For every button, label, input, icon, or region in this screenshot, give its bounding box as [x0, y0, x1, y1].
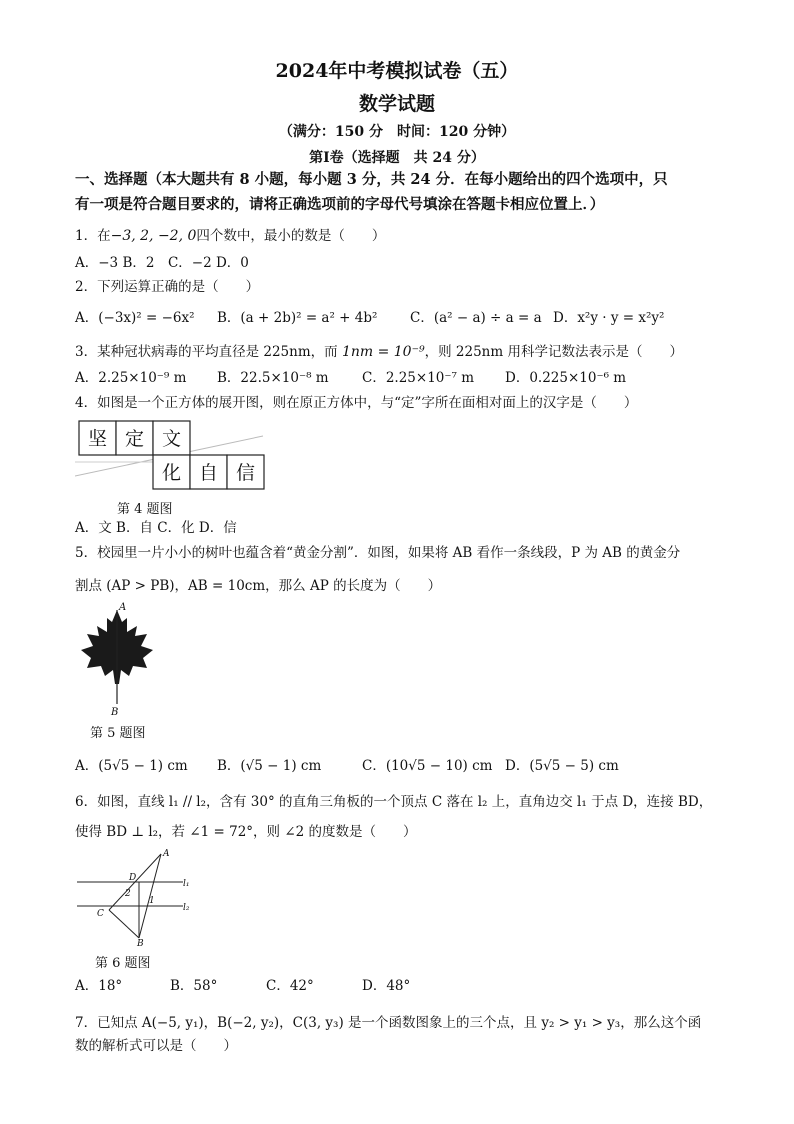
- net-cell-jian: 坚: [87, 428, 108, 450]
- volume-title: 第Ⅰ卷（选择题 共 24 分）: [309, 150, 485, 166]
- question-3-unit: 1nm = 10⁻⁹: [341, 344, 425, 360]
- maple-leaf-figure: [75, 600, 157, 718]
- question-2-option-d: D．x²y · y = x²y²: [553, 310, 665, 326]
- question-3-option-c: C．2.25×10⁻⁷ m: [362, 370, 475, 386]
- fig6-label-a: A: [163, 849, 170, 859]
- question-2-stem: 2．下列运算正确的是（ ）: [75, 279, 260, 295]
- question-2-option-a: A．(−3x)² = −6x²: [75, 310, 195, 326]
- question-5-line2: 割点 (AP > PB)，AB = 10cm，那么 AP 的长度为（ ）: [75, 578, 442, 594]
- question-6-option-d: D．48°: [362, 978, 411, 994]
- question-5-option-b: B．(√5 − 1) cm: [217, 758, 322, 774]
- question-3-option-b: B．22.5×10⁻⁸ m: [217, 370, 329, 386]
- question-3: [75, 342, 683, 362]
- net-cell-wen: 文: [161, 428, 182, 450]
- figure-6-caption: 第 6 题图: [95, 956, 151, 971]
- question-5-line1: 5．校园里一片小小的树叶也蕴含着“黄金分割”．如图，如果将 AB 看作一条线段，P 为 AB 的黄金分: [75, 545, 681, 561]
- net-cell-xin: 信: [235, 462, 256, 484]
- fig6-label-d: D: [129, 873, 137, 883]
- exam-meta: （满分：150 分 时间：120 分钟）: [278, 124, 516, 140]
- question-2-option-b: B．(a + 2b)² = a² + 4b²: [217, 310, 378, 326]
- exam-title: 2024年中考模拟试卷（五）: [275, 60, 519, 82]
- question-3-post: ，则 225nm 用科学记数法表示是（ ）: [424, 344, 683, 360]
- question-4-options: A．文 B．自 C．化 D．信: [75, 520, 237, 536]
- fig6-label-l2: l₂: [183, 903, 190, 913]
- question-6-option-b: B．58°: [170, 978, 218, 994]
- question-1-post: 四个数中，最小的数是（ ）: [196, 228, 386, 244]
- leaf-label-b: B: [111, 707, 119, 718]
- net-cell-zi: 自: [198, 462, 219, 484]
- question-4-stem: 4．如图是一个正方体的展开图，则在原正方体中，与“定”字所在面相对面上的汉字是（ ）: [75, 395, 638, 411]
- leaf-label-a: A: [119, 602, 127, 613]
- question-6-option-a: A．18°: [75, 978, 123, 994]
- net-cell-ding: 定: [124, 428, 145, 450]
- cube-net-figure: [75, 418, 265, 496]
- question-3-option-a: A．2.25×10⁻⁹ m: [75, 370, 187, 386]
- question-7-line1: 7．已知点 A(−5, y₁)，B(−2, y₂)，C(3, y₃) 是一个函数图象上的三个点，且 y₂ > y₁ > y₃，那么这个函: [75, 1015, 702, 1031]
- subject-title: 数学试题: [358, 93, 435, 115]
- question-3-option-d: D．0.225×10⁻⁶ m: [505, 370, 627, 386]
- question-1-pre: 1．在: [75, 228, 111, 244]
- fig6-label-l1: l₁: [183, 879, 190, 889]
- question-2-option-c: C．(a² − a) ÷ a = a: [410, 310, 542, 326]
- figure-5-caption: 第 5 题图: [90, 726, 146, 741]
- fig6-label-b: B: [137, 939, 144, 948]
- section-instructions-line2: 有一项是符合题目要求的，请将正确选项前的字母代号填涂在答题卡相应位置上．）: [75, 196, 605, 213]
- question-3-pre: 3．某种冠状病毒的平均直径是 225nm，而: [75, 344, 342, 360]
- triangle-lines-figure: [75, 846, 193, 948]
- fig6-label-angle2: 2: [125, 889, 131, 899]
- question-7-line2: 数的解析式可以是（ ）: [75, 1038, 237, 1054]
- question-1: [75, 226, 385, 246]
- question-5-option-c: C．(10√5 − 10) cm: [362, 758, 493, 774]
- question-6-option-c: C．42°: [266, 978, 314, 994]
- fig6-label-c: C: [97, 909, 104, 919]
- question-5-option-d: D．(5√5 − 5) cm: [505, 758, 619, 774]
- question-5-option-a: A．(5√5 − 1) cm: [75, 758, 188, 774]
- question-1-options: A．−3 B．2 C．−2 D．0: [75, 255, 249, 271]
- question-1-numbers: −3, 2, −2, 0: [110, 228, 197, 244]
- question-6-line1: 6．如图，直线 l₁ // l₂，含有 30° 的直角三角板的一个顶点 C 落在 l₂ 上，直角边交 l₁ 于点 D，连接 BD，: [75, 794, 713, 810]
- figure-4-caption: 第 4 题图: [117, 502, 173, 517]
- triangle-side-cb: [109, 910, 139, 938]
- fig6-label-angle1: 1: [149, 896, 155, 906]
- section-instructions-line1: 一、选择题（本大题共有 8 小题，每小题 3 分，共 24 分．在每小题给出的四个选项中，只: [75, 171, 668, 188]
- question-6-line2: 使得 BD ⊥ l₂，若 ∠1 = 72°，则 ∠2 的度数是（ ）: [75, 824, 417, 840]
- net-cell-hua: 化: [161, 462, 182, 484]
